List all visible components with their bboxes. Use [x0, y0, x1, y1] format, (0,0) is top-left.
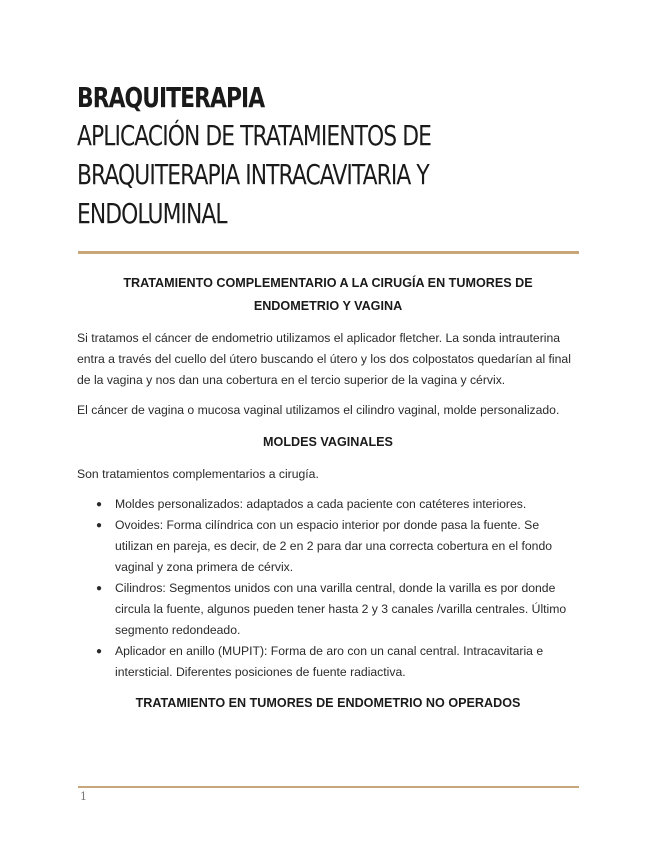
bullet-icon: ●: [96, 520, 103, 531]
paragraph-complementary: Son tratamientos complementarios a cirugía.: [77, 467, 319, 481]
bullet-icon: ●: [96, 646, 103, 657]
paragraph-vagina: El cáncer de vagina o mucosa vaginal utilizamos el cilindro vaginal, molde personalizado.: [77, 403, 560, 417]
section-heading-non-operated: TRATAMIENTO EN TUMORES DE ENDOMETRIO NO OPERADOS: [135, 696, 521, 710]
bottom-divider: [78, 786, 579, 788]
top-divider: [78, 251, 579, 254]
title-subtitle-text: APLICACIÓN DE TRATAMIENTOS DE BRAQUITERAPIA INTRACAVITARIA Y ENDOLUMINAL: [77, 119, 431, 230]
list-item: [77, 578, 579, 641]
page-number: 1: [80, 790, 87, 803]
section-heading-vaginal-molds: MOLDES VAGINALES: [263, 435, 393, 449]
list-item: [77, 641, 579, 683]
title-main: BRAQUITERAPIA: [77, 81, 265, 114]
bullet-icon: ●: [96, 499, 103, 510]
list-item-text: Cilindros: Segmentos unidos con una varilla central, donde la varilla es por donde circula la fuente, algunos pueden tener hasta 2 y 3 canales /varilla centrales. Último segmento redondeado.: [115, 581, 567, 637]
paragraph-endometrium: Si tratamos el cáncer de endometrio utilizamos el aplicador fletcher. La sonda intrauterina entra a través del cuello del útero buscando el útero y los dos colpostatos quedarían al final de la vagina y nos dan una cobertura en el tercio superior de la vagina y cérvix.: [77, 331, 571, 387]
title-subtitle: [77, 116, 483, 233]
bullet-icon: ●: [96, 583, 103, 594]
document-body: [77, 272, 579, 715]
list-item-text: Moldes personalizados: adaptados a cada paciente con catéteres interiores.: [115, 497, 527, 511]
section-heading-complementary: TRATAMIENTO COMPLEMENTARIO A LA CIRUGÍA EN TUMORES DE ENDOMETRIO Y VAGINA: [123, 276, 533, 313]
list-item: [77, 515, 579, 578]
list-item: [77, 494, 579, 515]
list-item-text: Aplicador en anillo (MUPIT): Forma de aro con un canal central. Intracavitaria e intersticial. Diferentes posiciones de fuente radiactiva.: [115, 644, 544, 679]
document-title: [77, 80, 483, 233]
list-item-text: Ovoides: Forma cilíndrica con un espacio interior por donde pasa la fuente. Se utilizan en pareja, es decir, de 2 en 2 para dar una correcta cobertura en el fondo vaginal y zona primera de cérvix.: [115, 518, 552, 574]
applicator-list: [77, 494, 579, 683]
